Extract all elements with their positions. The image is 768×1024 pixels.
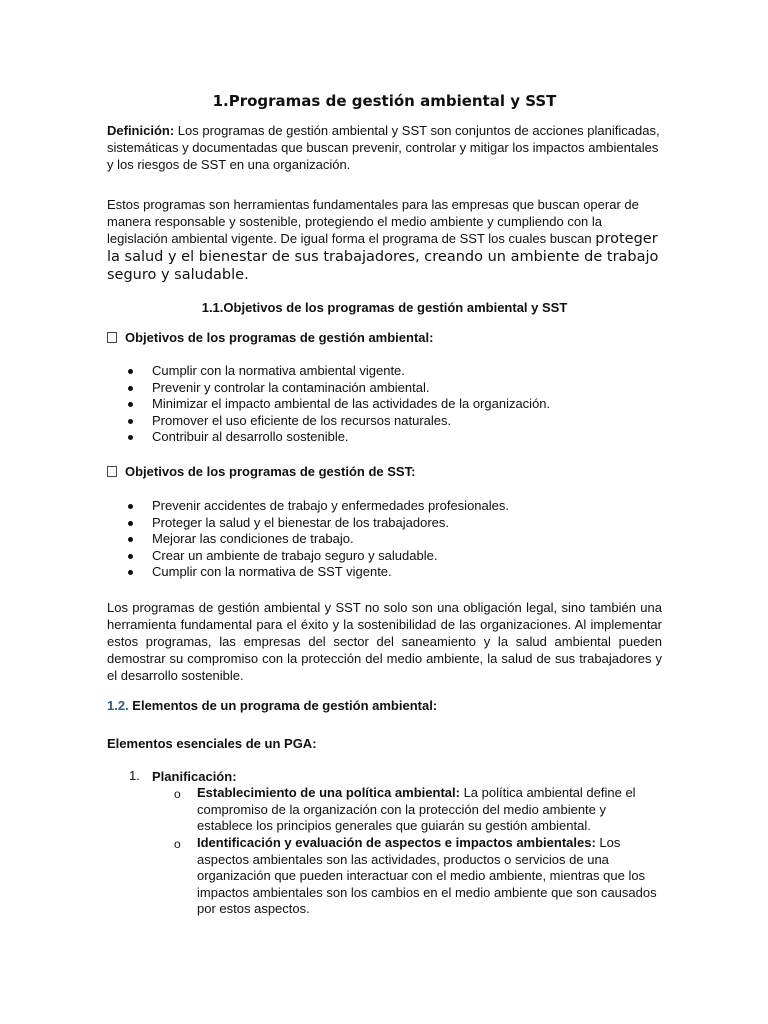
checkbox-icon <box>107 332 117 343</box>
pga-subheading: Elementos esenciales de un PGA: <box>107 736 317 751</box>
env-objectives-heading-text: Objetivos de los programas de gestión ambiental: <box>125 330 434 345</box>
list-item: Contribuir al desarrollo sostenible. <box>107 429 662 446</box>
bullet-icon <box>128 570 133 575</box>
page-title: 1.Programas de gestión ambiental y SST <box>212 92 557 110</box>
section-1-2-heading-text: Elementos de un programa de gestión ambiental: <box>128 698 438 713</box>
bullet-icon <box>128 386 133 391</box>
sst-objectives-list <box>107 498 662 581</box>
policy-text: La política ambiental define el compromiso de la organización con la protección del medio ambiente y establece los principios generales que guiarán su gestión ambiental. <box>197 785 636 834</box>
policy-label: Establecimiento de una política ambiental: <box>197 785 460 800</box>
bullet-icon <box>128 554 133 559</box>
definition-label: Definición: <box>107 123 175 138</box>
sst-objectives-heading <box>107 463 415 480</box>
list-item: Crear un ambiente de trabajo seguro y saludable. <box>107 548 662 565</box>
ordered-list-number: 1. <box>129 768 140 783</box>
bullet-icon <box>128 521 133 526</box>
sub-bullet-icon: o <box>174 837 181 851</box>
list-item: Cumplir con la normativa ambiental vigente. <box>107 363 662 380</box>
section-1-1-heading: 1.1.Objetivos de los programas de gestión ambiental y SST <box>201 300 568 315</box>
list-item: Prevenir accidentes de trabajo y enfermedades profesionales. <box>107 498 662 515</box>
env-objectives-list <box>107 363 662 446</box>
aspects-label: Identificación y evaluación de aspectos e impactos ambientales: <box>197 835 596 850</box>
list-item: Minimizar el impacto ambiental de las actividades de la organización. <box>107 396 662 413</box>
list-item: Promover el uso eficiente de los recursos naturales. <box>107 413 662 430</box>
list-item: Proteger la salud y el bienestar de los trabajadores. <box>107 515 662 532</box>
checkbox-icon <box>107 466 117 477</box>
bullet-icon <box>128 419 133 424</box>
intro-text: Estos programas son herramientas fundamentales para las empresas que buscan operar de manera responsable y sostenible, protegiendo el medio ambiente y cumpliendo con la legislación ambiental vigente. De igual forma el programa de SST los cuales buscan <box>107 197 639 246</box>
intro-large-text: proteger la salud y el bienestar de sus trabajadores, creando un ambiente de trabajo seguro y saludable. <box>107 231 659 283</box>
list-item: Cumplir con la normativa de SST vigente. <box>107 564 662 581</box>
aspects-text: Los aspectos ambientales son las actividades, productos o servicios de una organización que pueden interactuar con el medio ambiente, mientras que los impactos ambientales son los cambios en el medio ambiente que son causados por estos aspectos. <box>197 835 657 917</box>
list-item: Mejorar las condiciones de trabajo. <box>107 531 662 548</box>
definition-text: Los programas de gestión ambiental y SST son conjuntos de acciones planificadas, sistemáticas y documentadas que buscan prevenir, controlar y mitigar los impactos ambientales y los riesgos de SST en una organización. <box>107 123 660 172</box>
section-1-2-heading <box>107 697 662 714</box>
sst-objectives-heading-text: Objetivos de los programas de gestión de SST: <box>125 464 416 479</box>
sub-bullet-icon: o <box>174 787 181 801</box>
bullet-icon <box>128 435 133 440</box>
closing-paragraph: Los programas de gestión ambiental y SST no solo son una obligación legal, sino también una herramienta fundamental para el éxito y la sostenibilidad de las organizaciones. Al implementar estos programas, las empresas del sector del saneamiento y la salud ambiental pueden demostrar su compromiso con la protección del medio ambiente, la salud de sus trabajadores y el desarrollo sostenible. <box>107 600 662 683</box>
list-item: Prevenir y controlar la contaminación ambiental. <box>107 380 662 397</box>
definition-paragraph <box>107 122 662 173</box>
aspects-item <box>197 835 657 918</box>
bullet-icon <box>128 504 133 509</box>
env-objectives-heading <box>107 329 433 346</box>
policy-item <box>197 785 657 835</box>
bullet-icon <box>128 369 133 374</box>
bullet-icon <box>128 402 133 407</box>
intro-paragraph <box>107 196 662 284</box>
bullet-icon <box>128 537 133 542</box>
planning-label: Planificación: <box>152 769 237 784</box>
section-1-2-number: 1.2. <box>107 698 129 713</box>
